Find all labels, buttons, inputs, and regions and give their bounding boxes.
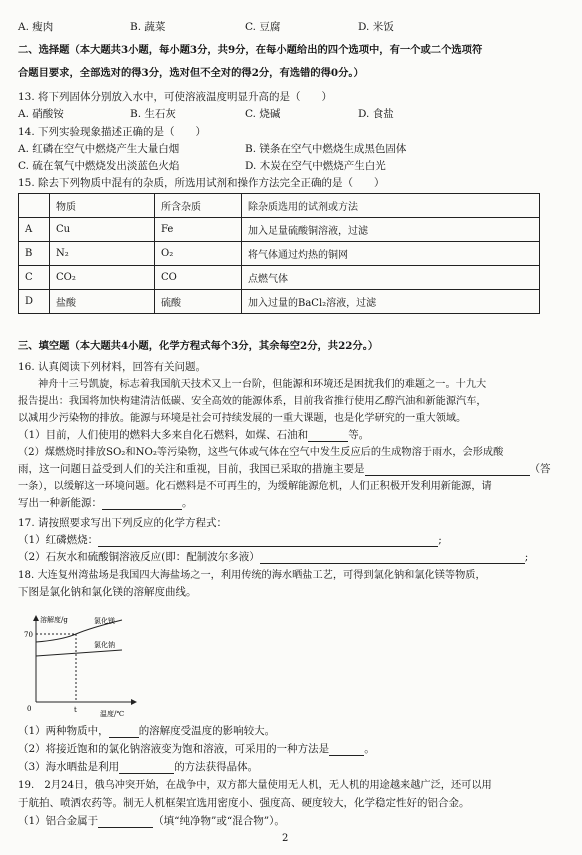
answer-blank[interactable]	[329, 745, 364, 756]
q18-part1	[18, 725, 275, 738]
table-cell: 点燃气体	[242, 266, 540, 290]
table-header-cell	[19, 194, 50, 218]
q18-part2-text: （2）将接近饱和的氯化钠溶液变为饱和溶液，可采用的一种方法是	[18, 743, 330, 755]
q12-option-a: A. 瘦肉	[18, 21, 54, 33]
answer-blank[interactable]	[308, 431, 348, 442]
table-header-cell: 物质	[50, 194, 155, 218]
q16-part2-line4: 写出一种新能源： 。	[18, 497, 193, 509]
q18-part3-text: （3）海水晒盐是利用	[18, 761, 120, 773]
y-axis-label: 溶解度/g	[40, 616, 68, 624]
q14-option-d: D. 木炭在空气中燃烧产生白光	[245, 160, 386, 172]
q15-stem: 15. 除去下列物质中混有的杂质，所选用试剂和操作方法完全正确的是（ ）	[18, 177, 385, 189]
table-row	[19, 266, 540, 290]
q14-option-a: A. 红磷在空气中燃烧产生大量白烟	[18, 143, 180, 155]
q16-part1-text: （1）目前，人们使用的燃料大多来自化石燃料，如煤、石油和	[18, 429, 309, 441]
table-cell: C	[19, 266, 50, 290]
table-cell: 加入足量硫酸铜溶液，过滤	[242, 218, 540, 242]
section3-title: 三、填空题（本大题共4小题，化学方程式每个3分，其余每空2分，共22分。）	[18, 340, 379, 352]
table-cell: Cu	[50, 218, 155, 242]
q17-part2-text: （2）石灰水和硫酸铜溶液反应(即：配制波尔多液）	[18, 551, 260, 563]
q15-table	[18, 193, 540, 314]
q18-part2-text-end: 。	[364, 743, 375, 755]
q16-stem: 16. 认真阅读下列材料，回答有关问题。	[18, 361, 207, 373]
q19-stem-cont: 于航拍、喷洒农药等。制无人机框架宜选用密度小、强度高、硬度较大，化学稳定性好的铝合金。	[18, 797, 470, 809]
q16-part2-line1: （2）煤燃烧时排放SO₂和NO₂等污染物，这些气体或气体在空气中发生反应后的生成物溶于雨水，会形成酸	[18, 447, 504, 458]
answer-blank[interactable]	[260, 553, 525, 564]
q18-part2	[18, 743, 375, 756]
table-cell: 加入过量的BaCl₂溶液，过滤	[242, 290, 540, 314]
q16-part2-line3: 一条），以缓解这一环境问题。化石燃料是不可再生的，为缓解能源危机，人们正积极开发利用新能源，请	[18, 481, 492, 492]
q18-part3	[18, 761, 258, 774]
table-row	[19, 218, 540, 242]
table-header-cell: 所含杂质	[155, 194, 242, 218]
q14-option-c: C. 硫在氧气中燃烧发出淡蓝色火焰	[18, 160, 180, 172]
q18-stem-cont: 下图是氯化钠和氯化镁的溶解度曲线。	[18, 586, 197, 598]
table-header-cell: 除杂质选用的试剂或方法	[242, 194, 540, 218]
q18-part1-text: （1）两种物质中，	[18, 725, 109, 737]
q19-part1	[18, 815, 285, 828]
table-cell: O₂	[155, 242, 242, 266]
table-cell: 硫酸	[155, 290, 242, 314]
q12-option-d: D. 米饭	[358, 21, 394, 33]
table-row	[19, 242, 540, 266]
q16-part2-text-end: （答	[529, 463, 551, 475]
q14-stem: 14. 下列实验现象描述正确的是（ ）	[18, 126, 207, 138]
table-row	[19, 290, 540, 314]
q18-stem: 18. 大连复州湾盐场是我国四大海盐场之一，利用传统的海水晒盐工艺，可得到氯化钠和氯化镁等物质，	[18, 570, 486, 581]
origin-label: 0	[27, 705, 32, 713]
q19-stem: 19. 2月24日，俄乌冲突开始，在战争中，双方都大量使用无人机，无人机的用途越来越广泛，还可以用	[18, 780, 492, 791]
answer-blank[interactable]	[98, 536, 438, 547]
table-cell: A	[19, 218, 50, 242]
x-axis-label: 温度/℃	[100, 710, 125, 718]
answer-blank[interactable]	[109, 727, 139, 738]
q13-option-c: C. 烧碱	[245, 108, 281, 120]
series-label-mgcl2: 氯化镁	[94, 617, 115, 625]
table-cell: CO	[155, 266, 242, 290]
q18-part1-text-end: 的溶解度受温度的影响较大。	[138, 725, 276, 737]
q17-stem: 17. 请按照要求写出下列反应的化学方程式：	[18, 517, 228, 529]
solubility-curve-figure	[22, 610, 142, 725]
q13-option-a: A. 硝酸铵	[18, 108, 64, 120]
section2-title-cont: 合题目要求，全部选对的得3分，选对但不全对的得2分，有选错的得0分。）	[18, 67, 364, 79]
q19-part1-text: （1）铝合金属于	[18, 815, 99, 827]
table-header-row	[19, 194, 540, 218]
q13-option-d: D. 食盐	[358, 108, 394, 120]
page-number: 2	[282, 833, 289, 844]
table-cell: D	[19, 290, 50, 314]
q13-stem: 13. 将下列固体分别放入水中，可使溶液温度明显升高的是（ ）	[18, 91, 333, 103]
q16-passage-line1: 神舟十三号凯旋，标志着我国航天技术又上一台阶，但能源和环境还是困扰我们的难题之一。十九大	[38, 379, 487, 390]
q17-part1: （1）红磷燃烧： ;	[18, 534, 442, 546]
q16-part1-text-end: 等。	[348, 429, 370, 441]
table-cell: CO₂	[50, 266, 155, 290]
answer-blank[interactable]	[365, 465, 530, 476]
q16-part2-line2	[18, 463, 551, 476]
q12-option-c: C. 豆腐	[245, 21, 281, 33]
y-tick-label: 70	[24, 631, 33, 639]
x-tick-label: t	[74, 706, 77, 714]
table-cell: 将气体通过灼热的铜网	[242, 242, 540, 266]
table-cell: B	[19, 242, 50, 266]
table-cell: 盐酸	[50, 290, 155, 314]
q14-option-b: B. 镁条在空气中燃烧生成黑色固体	[245, 143, 407, 155]
table-cell: N₂	[50, 242, 155, 266]
q17-part1-text: （1）红磷燃烧：	[18, 534, 99, 546]
series-label-nacl: 氯化钠	[94, 641, 115, 649]
q19-part1-text-end: （填“纯净物”或“混合物”）。	[153, 815, 285, 827]
answer-blank[interactable]	[98, 817, 153, 828]
q17-part2: （2）石灰水和硫酸铜溶液反应(即：配制波尔多液） ;	[18, 551, 529, 563]
q16-passage-line3: 以减用少污染物的排放。能源与环境是社会可持续发展的一重大课题，也是化学研究的一重大领域。	[18, 413, 467, 424]
section2-title: 二、选择题（本大题共3小题，每小题3分，共9分，在每小题给出的四个选项中，有一个或二个选项符	[18, 44, 483, 56]
q18-part3-text-end: 的方法获得晶体。	[174, 761, 259, 773]
table-cell: Fe	[155, 218, 242, 242]
q16-part1	[18, 429, 369, 442]
nacl-curve	[36, 650, 122, 656]
q16-part2-text: 雨，这一问题日益受到人们的关注和重视，目前，我国已采取的措施主要是	[18, 463, 365, 475]
q16-passage-line2: 报告提出：我国将加快构建清洁低碳、安全高效的能源体系，目前我省推行使用乙醇汽油和新能源汽车，	[18, 396, 487, 407]
q16-part2-text: 写出一种新能源：	[18, 497, 102, 509]
q13-option-b: B. 生石灰	[130, 108, 176, 120]
q12-option-b: B. 蔬菜	[130, 21, 166, 33]
answer-blank[interactable]	[119, 763, 174, 774]
answer-blank[interactable]	[102, 499, 182, 510]
